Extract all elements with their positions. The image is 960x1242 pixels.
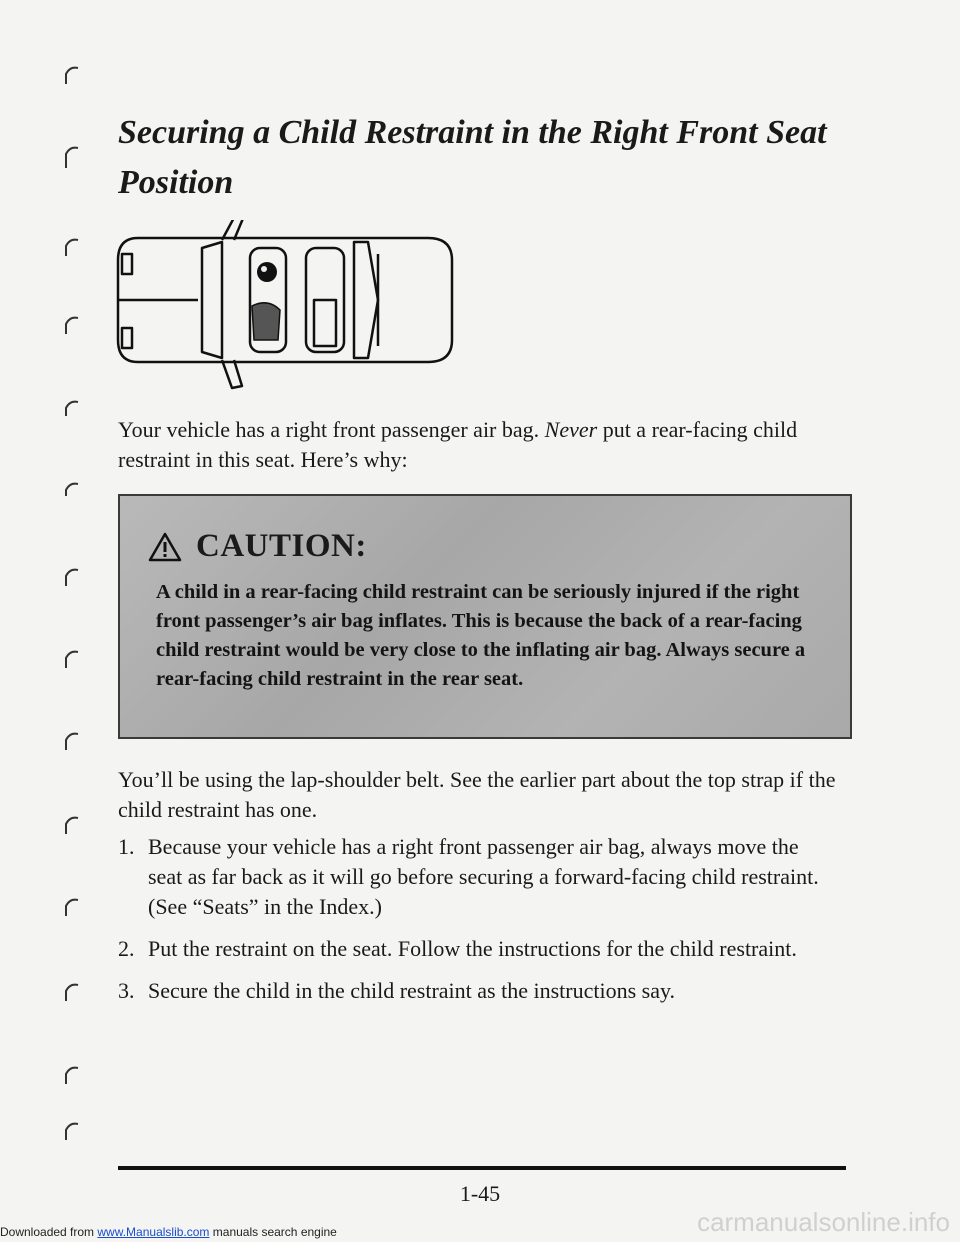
step-number: 1. <box>118 834 135 859</box>
child-restraint-head-highlight <box>261 266 267 272</box>
caution-box <box>118 494 852 739</box>
windshield <box>354 242 378 358</box>
list-item <box>118 976 838 1006</box>
page-title: Securing a Child Restraint in the Right Front Seat Position <box>118 114 827 201</box>
child-restraint-head <box>257 262 277 282</box>
rear-window <box>202 242 222 358</box>
page-number: 1-45 <box>459 1181 501 1206</box>
lap-shoulder-belt-paragraph: You’ll be using the lap-shoulder belt. See the earlier part about the top strap if the child restraint has one. <box>118 767 836 822</box>
step-text: Secure the child in the child restraint as the instructions say. <box>148 978 676 1003</box>
caution-text: A child in a rear-facing child restraint can be seriously injured if the right front passenger’s air bag inflates. This is because the back of a rear-facing child restraint would be very close to the inflating air bag. Always secure a rear-facing child restraint in the rear seat. <box>156 581 806 690</box>
intro-paragraph: Your vehicle has a right front passenger air bag. Never put a rear-facing child restraint in this seat. Here’s why: <box>118 417 798 472</box>
caution-title: CAUTION: <box>196 528 367 564</box>
footer-rule <box>118 1166 846 1170</box>
rear-light-upper <box>122 254 132 274</box>
list-item <box>118 832 838 922</box>
step-text: Put the restraint on the seat. Follow the instructions for the child restraint. <box>148 936 797 961</box>
watermark: carmanualsonline.info <box>697 1207 950 1237</box>
margin-binding-marks <box>0 0 90 1242</box>
steps-list <box>118 832 838 1018</box>
never-emphasis: Never <box>544 417 598 442</box>
download-credit: Downloaded from www.Manualslib.com manuals search engine <box>0 1225 337 1239</box>
step-text: Because your vehicle has a right front passenger air bag, always move the seat as far back as it will go before securing a forward-facing child restraint. (See “Seats” in the Index.) <box>148 834 819 919</box>
child-restraint-seat <box>252 303 280 340</box>
car-top-view-illustration <box>110 220 460 400</box>
manualslib-link[interactable]: www.Manualslib.com <box>97 1225 210 1239</box>
step-number: 3. <box>118 978 135 1003</box>
rear-light-lower <box>122 328 132 348</box>
caution-header <box>148 528 367 565</box>
dash-panel <box>314 300 336 346</box>
warning-triangle-icon <box>148 532 182 562</box>
door-open-lower <box>222 360 242 388</box>
list-item <box>118 934 838 964</box>
step-number: 2. <box>118 936 135 961</box>
